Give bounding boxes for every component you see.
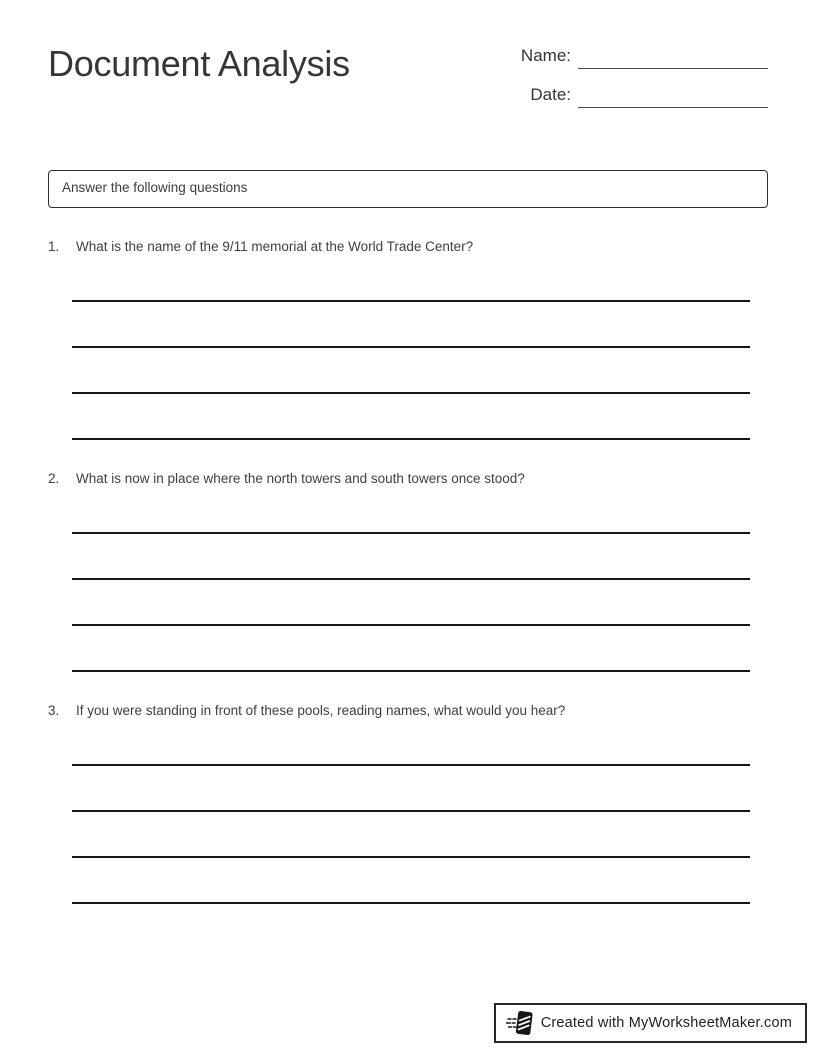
answer-line bbox=[72, 392, 750, 394]
answer-line bbox=[72, 346, 750, 348]
page-title: Document Analysis bbox=[48, 43, 350, 84]
header bbox=[48, 44, 768, 124]
footer-credit-badge bbox=[494, 1003, 807, 1043]
name-blank-line bbox=[578, 68, 768, 69]
answer-line bbox=[72, 532, 750, 534]
answer-line bbox=[72, 578, 750, 580]
question-1 bbox=[48, 238, 768, 440]
question-text: If you were standing in front of these pools, reading names, what would you hear? bbox=[76, 702, 566, 718]
question-text: What is now in place where the north towers and south towers once stood? bbox=[76, 470, 525, 486]
instructions-text: Answer the following questions bbox=[62, 180, 248, 195]
footer-credit-text: Created with MyWorksheetMaker.com bbox=[540, 1015, 792, 1031]
question-number: 1. bbox=[48, 238, 60, 254]
answer-line bbox=[72, 624, 750, 626]
question-2-row bbox=[48, 470, 768, 489]
question-3 bbox=[48, 702, 768, 904]
date-blank-line bbox=[578, 107, 768, 108]
question-text: What is the name of the 9/11 memorial at the World Trade Center? bbox=[76, 238, 474, 254]
myworksheetmaker-logo-icon bbox=[506, 1010, 533, 1036]
question-number: 3. bbox=[48, 702, 60, 718]
question-number: 2. bbox=[48, 470, 60, 486]
answer-line bbox=[72, 300, 750, 302]
answer-line bbox=[72, 810, 750, 812]
question-3-row bbox=[48, 702, 768, 721]
name-label: Name: bbox=[520, 46, 571, 65]
answer-line bbox=[72, 902, 750, 904]
answer-line bbox=[72, 856, 750, 858]
question-1-row bbox=[48, 238, 768, 257]
instructions-box bbox=[48, 170, 768, 208]
name-field bbox=[509, 46, 768, 69]
question-2 bbox=[48, 470, 768, 672]
date-field bbox=[509, 85, 768, 108]
answer-line bbox=[72, 670, 750, 672]
answer-line bbox=[72, 438, 750, 440]
date-label: Date: bbox=[530, 85, 571, 104]
name-date-fields bbox=[509, 44, 768, 124]
answer-line bbox=[72, 764, 750, 766]
